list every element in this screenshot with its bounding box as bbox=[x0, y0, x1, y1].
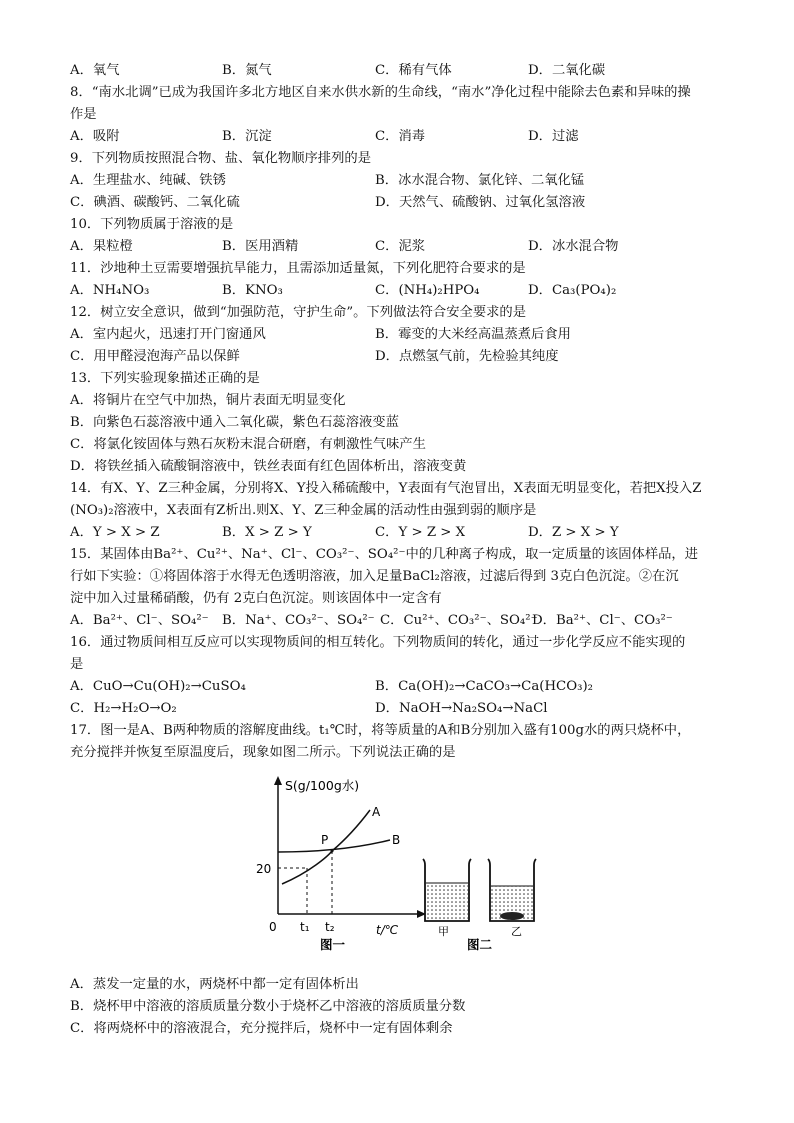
t1-label: t₁ bbox=[300, 920, 310, 934]
q8-option-b: B．沉淀 bbox=[222, 129, 272, 144]
q7-option-b: B．氮气 bbox=[222, 63, 272, 78]
q16-option-b: B．Ca(OH)₂→CaCO₃→Ca(HCO₃)₂ bbox=[375, 679, 593, 694]
q17-figures bbox=[70, 764, 730, 974]
q14-option-c: C．Y > Z > X bbox=[375, 525, 466, 540]
q11-option-c: C．(NH₄)₂HPO₄ bbox=[375, 283, 480, 298]
x-axis-label: t/℃ bbox=[376, 923, 399, 937]
q12-option-b: B．霉变的大米经高温蒸煮后食用 bbox=[375, 327, 571, 342]
q17-option-b: B．烧杯甲中溶液的溶质质量分数小于烧杯乙中溶液的溶质质量分数 bbox=[70, 999, 466, 1014]
q16-option-d: D．NaOH→Na₂SO₄→NaCl bbox=[375, 701, 548, 716]
q15-option-c: C．Cu²⁺、CO₃²⁻、SO₄²⁻ bbox=[380, 613, 538, 628]
figure-two bbox=[423, 859, 536, 952]
beaker-jia bbox=[423, 859, 471, 938]
q14-option-b: B．X > Z > Y bbox=[222, 525, 312, 540]
beaker-yi bbox=[488, 859, 536, 938]
exam-page bbox=[70, 60, 730, 1040]
q14-stem-line1: 14．有X、Y、Z三种金属，分别将X、Y投入稀硫酸中，Y表面有气泡冒出，X表面无明显变化，若把X投入Z bbox=[70, 481, 702, 496]
q9-options-row2 bbox=[70, 192, 730, 214]
q15-stem-line3: 淀中加入过量稀硝酸，仍有 2克白色沉淀。则该固体中一定含有 bbox=[70, 591, 442, 606]
q7-option-c: C．稀有气体 bbox=[375, 63, 452, 78]
q8-stem-line2: 作是 bbox=[70, 107, 97, 122]
q16-options-row1 bbox=[70, 676, 730, 698]
q13-option-c: C．将氯化铵固体与熟石灰粉末混合研磨，有刺激性气味产生 bbox=[70, 437, 426, 452]
q8-options bbox=[70, 126, 730, 148]
q15-option-a: A．Ba²⁺、Cl⁻、SO₄²⁻ bbox=[70, 613, 209, 628]
q12-option-d: D．点燃氢气前，先检验其纯度 bbox=[375, 349, 559, 364]
q14-options bbox=[70, 522, 730, 544]
q13-stem: 13．下列实验现象描述正确的是 bbox=[70, 371, 260, 386]
q12-option-c: C．用甲醛浸泡海产品以保鲜 bbox=[70, 349, 240, 364]
q8-option-a: A．吸附 bbox=[70, 129, 120, 144]
beaker-yi-label: 乙 bbox=[511, 925, 522, 938]
q10-options bbox=[70, 236, 730, 258]
figure-one bbox=[256, 776, 426, 952]
q11-options bbox=[70, 280, 730, 302]
q17-stem-line2: 充分搅拌并恢复至原温度后，现象如图二所示。下列说法正确的是 bbox=[70, 745, 456, 760]
q9-stem: 9．下列物质按照混合物、盐、氧化物顺序排列的是 bbox=[70, 151, 371, 166]
q14-option-d: D．Z > X > Y bbox=[528, 525, 619, 540]
origin-label: 0 bbox=[269, 920, 277, 934]
q10-option-d: D．冰水混合物 bbox=[528, 239, 619, 254]
q11-option-a: A．NH₄NO₃ bbox=[70, 283, 150, 298]
q14-stem-line2: (NO₃)₂溶液中，X表面有Z析出.则X、Y、Z三种金属的活动性由强到弱的顺序是 bbox=[70, 503, 537, 518]
q9-option-b: B．冰水混合物、氯化锌、二氧化锰 bbox=[375, 173, 585, 188]
q17-option-c: C．将两烧杯中的溶液混合，充分搅拌后，烧杯中一定有固体剩余 bbox=[70, 1021, 453, 1036]
q14-option-a: A．Y > X > Z bbox=[70, 525, 160, 540]
q16-option-c: C．H₂→H₂O→O₂ bbox=[70, 701, 177, 716]
q8-option-c: C．消毒 bbox=[375, 129, 426, 144]
y-axis-label: S(g/100g水) bbox=[285, 778, 360, 793]
figure-one-caption: 图一 bbox=[320, 937, 346, 952]
curve-b-label: B bbox=[392, 833, 401, 847]
q9-options-row1 bbox=[70, 170, 730, 192]
beaker-jia-solution bbox=[426, 883, 468, 919]
q15-option-d: D．Ba²⁺、Cl⁻、CO₃²⁻ bbox=[532, 613, 673, 628]
curve-a-label: A bbox=[372, 805, 381, 819]
q9-option-a: A．生理盐水、纯碱、铁锈 bbox=[70, 173, 226, 188]
beaker-jia-label: 甲 bbox=[438, 925, 449, 938]
q16-stem-line2: 是 bbox=[70, 657, 84, 672]
q10-option-c: C．泥浆 bbox=[375, 239, 426, 254]
q11-option-d: D．Ca₃(PO₄)₂ bbox=[528, 283, 617, 298]
q7-option-a: A．氧气 bbox=[70, 63, 120, 78]
t2-label: t₂ bbox=[325, 920, 335, 934]
point-p-label: P bbox=[321, 833, 329, 847]
q7-options bbox=[70, 60, 730, 82]
q11-stem: 11．沙地种土豆需要增强抗旱能力，且需添加适量氮，下列化肥符合要求的是 bbox=[70, 261, 526, 276]
q16-stem-line1: 16．通过物质间相互反应可以实现物质间的相互转化。下列物质间的转化，通过一步化学反应不能实现的 bbox=[70, 635, 686, 650]
q12-options-row2 bbox=[70, 346, 730, 368]
q10-option-b: B．医用酒精 bbox=[222, 239, 299, 254]
q9-option-d: D．天然气、硫酸钠、过氧化氢溶液 bbox=[375, 195, 586, 210]
q13-option-d: D．将铁丝插入硫酸铜溶液中，铁丝表面有红色固体析出，溶液变黄 bbox=[70, 459, 467, 474]
q16-options-row2 bbox=[70, 698, 730, 720]
q17-option-a: A．蒸发一定量的水，两烧杯中都一定有固体析出 bbox=[70, 977, 359, 992]
q13-option-b: B．向紫色石蕊溶液中通入二氧化碳，紫色石蕊溶液变蓝 bbox=[70, 415, 399, 430]
q15-options bbox=[70, 610, 730, 632]
q10-option-a: A．果粒橙 bbox=[70, 239, 133, 254]
q11-option-b: B．KNO₃ bbox=[222, 283, 283, 298]
q15-stem-line2: 行如下实验：①将固体溶于水得无色透明溶液，加入足量BaCl₂溶液，过滤后得到 3克白色沉淀。②在沉 bbox=[70, 569, 679, 584]
q16-option-a: A．CuO→Cu(OH)₂→CuSO₄ bbox=[70, 679, 246, 694]
q17-figure-svg bbox=[70, 764, 730, 974]
y-tick-20: 20 bbox=[256, 862, 272, 876]
q8-option-d: D．过滤 bbox=[528, 129, 579, 144]
q12-stem: 12．树立安全意识，做到“加强防范，守护生命”。下列做法符合安全要求的是 bbox=[70, 305, 527, 320]
q8-stem-line1: 8．“南水北调”已成为我国许多北方地区自来水供水新的生命线，“南水”净化过程中能除去色素和异味的操 bbox=[70, 85, 691, 100]
q10-stem: 10．下列物质属于溶液的是 bbox=[70, 217, 234, 232]
q12-option-a: A．室内起火，迅速打开门窗通风 bbox=[70, 327, 266, 342]
beaker-yi-precipitate bbox=[500, 912, 524, 920]
y-axis-arrow-icon bbox=[274, 776, 282, 785]
q17-stem-line1: 17．图一是A、B两种物质的溶解度曲线。t₁℃时，将等质量的A和B分别加入盛有100g水的两只烧杯中， bbox=[70, 723, 691, 738]
q7-option-d: D．二氧化碳 bbox=[528, 63, 606, 78]
q9-option-c: C．碘酒、碳酸钙、二氧化硫 bbox=[70, 195, 240, 210]
q13-option-a: A．将铜片在空气中加热，铜片表面无明显变化 bbox=[70, 393, 346, 408]
q15-stem-line1: 15．某固体由Ba²⁺、Cu²⁺、Na⁺、Cl⁻、CO₃²⁻、SO₄²⁻中的几种离子构成，取一定质量的该固体样品，进 bbox=[70, 547, 699, 562]
figure-two-caption: 图二 bbox=[467, 937, 493, 952]
q15-option-b: B．Na⁺、CO₃²⁻、SO₄²⁻ bbox=[222, 613, 375, 628]
q12-options-row1 bbox=[70, 324, 730, 346]
